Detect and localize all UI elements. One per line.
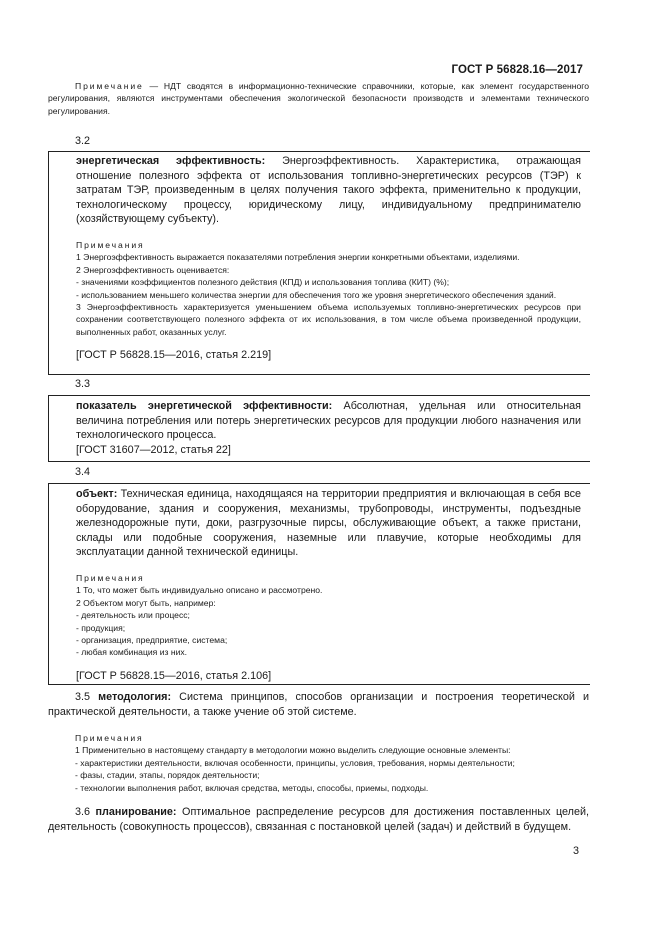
note-1c: - технологии выполнения работ, включая средства, методы, способы, приемы, подходы. [75, 782, 429, 793]
top-note-label: Примечание [75, 81, 144, 91]
note-1b: - фазы, стадии, этапы, порядок деятельности; [75, 770, 260, 781]
section-3-3-box [48, 395, 590, 462]
definition-object: Техническая единица, находящаяся на территории предприятия и включающая в себя все оборудование, здания и сооружения, механизмы, трубопроводы, инструменты, подъездные железнодорожные пути, доки, разгрузочные пирсы, обслуживающие объект, а также пристани, склады или подобные сооружения, наземные или плавучие, которые необходимы для эксплуатации данной технической единицы. [76, 488, 582, 559]
section-3-4-number: 3.4 [75, 466, 91, 478]
note-3: 3 Энергоэффективность характеризуется уменьшением объема используемых топливно-энергетических ресурсов при сохранении соответствующего полезного эффекта от их использования, в том числе объема произведенной продукции, выполненных работ, оказанных услуг. [76, 302, 581, 337]
section-3-2-definition [76, 154, 581, 227]
notes-label: Примечания [76, 572, 145, 583]
note-2: 2 Энергоэффективность оценивается: [76, 264, 230, 275]
section-3-5-number: 3.5 [75, 691, 91, 703]
section-3-6 [48, 805, 589, 834]
definition-energy-efficiency: Энергоэффективность. Характеристика, отражающая отношение полезного эффекта от использования топливно-энергетических ресурсов (ТЭР) к затратам ТЭР, произведенным в целях получения такого эффекта, применительно к продукции, технологическому процессу, юридическому лицу, индивидуальному предпринимателю (хозяйствующему субъекту). [76, 155, 581, 226]
section-3-5-notes [48, 732, 589, 794]
document-header: ГОСТ Р 56828.16—2017 [451, 64, 583, 76]
term-methodology: методология: [98, 691, 172, 703]
page-number: 3 [572, 845, 579, 857]
section-3-4-box [48, 483, 590, 685]
definition-planning: Оптимальное распределение ресурсов для достижения поставленных целей, деятельность (совокупность процессов), связанная с постановкой целей (задач) и действий в будущем. [48, 806, 590, 833]
term-energy-efficiency-indicator: показатель энергетической эффективности: [76, 400, 333, 412]
note-2c: - организация, предприятие, система; [76, 635, 228, 645]
top-note-text: — НДТ сводятся в информационно-технические справочники, которые, как элемент государственного регулирования, являются инструментами обеспечения экологической безопасности производств и элементами технического регулирования. [48, 81, 590, 116]
section-3-3-number: 3.3 [75, 378, 91, 390]
section-3-2-box [48, 151, 590, 375]
definition-energy-efficiency-indicator: Абсолютная, удельная или относительная величина потребления или потерь энергетических ресурсов для продукции любого назначения или технологического процесса. [76, 400, 582, 442]
section-3-4-notes [76, 572, 581, 659]
section-3-3-definition [76, 399, 581, 443]
section-3-3-source: [ГОСТ 31607—2012, статья 22] [76, 443, 231, 456]
section-3-2-number: 3.2 [75, 135, 91, 147]
note-2b: - использованием меньшего количества энергии для обеспечения того же уровня энергетического обеспечения зданий. [76, 289, 557, 300]
top-note [48, 80, 589, 117]
note-2a: - значениями коэффициентов полезного действия (КПД) и использования топлива (КИТ) (%); [76, 277, 450, 288]
section-3-4-definition [76, 487, 581, 560]
section-3-2-notes [76, 239, 581, 338]
term-object: объект: [76, 488, 118, 500]
notes-label: Примечания [76, 239, 145, 250]
note-2: 2 Объектом могут быть, например: [76, 597, 216, 608]
note-2a: - деятельность или процесс; [76, 610, 190, 621]
note-1a: - характеристики деятельности, включая особенности, принципы, условия, требования, нормы деятельности; [75, 757, 515, 768]
term-energy-efficiency: энергетическая эффективность: [76, 155, 266, 167]
note-2d: - любая комбинация из них. [76, 647, 188, 658]
note-1: 1 Энергоэффективность выражается показателями потребления энергии конкретными объектами, изделиями. [76, 252, 520, 263]
note-1: 1 Применительно в настоящему стандарту в методологии можно выделить следующие основные элементы: [75, 745, 511, 756]
section-3-2-source: [ГОСТ Р 56828.15—2016, статья 2.219] [76, 349, 272, 362]
section-3-4-source: [ГОСТ Р 56828.15—2016, статья 2.106] [76, 669, 272, 682]
definition-methodology: Система принципов, способов организации и построения теоретической и практической деятельности, а также учение об этой системе. [48, 691, 590, 718]
section-3-6-number: 3.6 [75, 806, 91, 818]
notes-label: Примечания [75, 733, 144, 743]
term-planning: планирование: [95, 806, 177, 818]
section-3-5 [48, 690, 589, 719]
note-1: 1 То, что может быть индивидуально описано и рассмотрено. [76, 585, 323, 596]
note-2b: - продукция; [76, 622, 126, 633]
